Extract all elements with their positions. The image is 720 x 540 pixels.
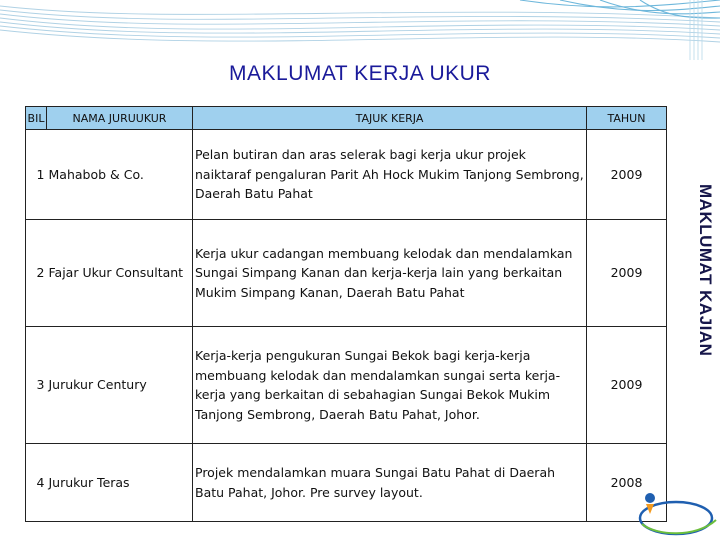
work-title: Pelan butiran dan aras selerak bagi kerja ukur projek naiktaraf pengaluran Parit Ah Hock Mukim Tanjong Sembrong, Daerah Batu Pahat [193,130,587,220]
work-title: Projek mendalamkan muara Sungai Batu Pahat di Daerah Batu Pahat, Johor. Pre survey layout. [193,444,587,522]
table-row [26,444,667,522]
surveyor-name: Mahabob & Co. [47,130,193,220]
jps-komuniti-logo [636,484,720,540]
header-bil: BIL [26,107,47,130]
decorative-wave-lines [0,0,720,60]
table-row [26,130,667,220]
work-year: 2009 [587,220,667,327]
header-nama: NAMA JURUUKUR [47,107,193,130]
header-tajuk: TAJUK KERJA [193,107,587,130]
slide-title: MAKLUMAT KERJA UKUR [229,62,491,85]
surveyor-name: Jurukur Teras [47,444,193,522]
row-number: 2 [26,220,47,327]
side-label-vertical: MAKLUMAT KAJIAN [696,184,715,357]
work-title: Kerja-kerja pengukuran Sungai Bekok bagi kerja-kerja membuang kelodak dan mendalamkan sungai serta kerja-kerja yang berkaitan di sebahagian Sungai Bekok Mukim Tanjong Sembrong, Daerah Batu Pahat, Johor. [193,327,587,444]
header-tahun: TAHUN [587,107,667,130]
work-title: Kerja ukur cadangan membuang kelodak dan mendalamkan Sungai Simpang Kanan dan kerja-kerja lain yang berkaitan Mukim Simpang Kanan, Daerah Batu Pahat [193,220,587,327]
table-row [26,327,667,444]
work-year: 2008 [587,444,667,522]
surveyor-name: Fajar Ukur Consultant [47,220,193,327]
work-year: 2009 [587,130,667,220]
row-number: 3 [26,327,47,444]
table-row [26,220,667,327]
row-number: 1 [26,130,47,220]
work-year: 2009 [587,327,667,444]
table-header-row [26,107,667,130]
surveyor-name: Jurukur Century [47,327,193,444]
row-number: 4 [26,444,47,522]
survey-work-table [25,106,667,522]
